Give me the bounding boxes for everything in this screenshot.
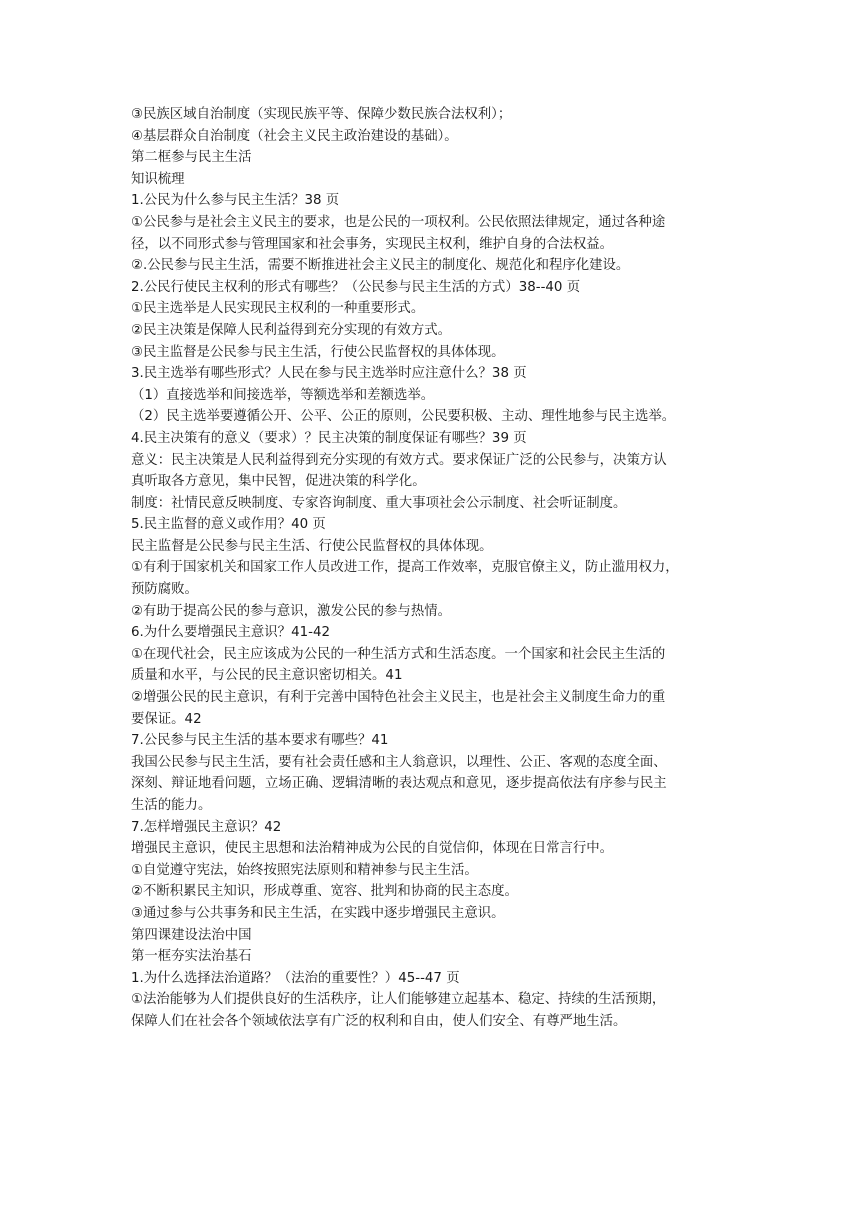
text-line: 真听取各方意见，集中民智，促进决策的科学化。 xyxy=(131,474,426,490)
text-line: 深刻、辩证地看问题，立场正确、逻辑清晰的表达观点和意见，逐步提高依法有序参与民主 xyxy=(131,776,667,792)
text-line: ②.公民参与民主生活，需要不断推进社会主义民主的制度化、规范化和程序化建设。 xyxy=(131,258,630,274)
lesson-heading: 第四课建设法治中国 xyxy=(131,927,252,943)
text-line: ①公民参与是社会主义民主的要求，也是公民的一项权利。公民依照法律规定，通过各种途 xyxy=(131,214,666,230)
text-line: ①民主选举是人民实现民主权利的一种重要形式。 xyxy=(131,301,425,317)
subsection-heading: 知识梳理 xyxy=(131,171,185,187)
text-line: ②不断积累民主知识，形成尊重、宽容、批判和协商的民主态度。 xyxy=(131,884,518,900)
text-line: ④基层群众自治制度（社会主义民主政治建设的基础）。 xyxy=(131,128,458,144)
text-line: 意义：民主决策是人民利益得到充分实现的有效方式。要求保证广泛的公民参与，决策方认 xyxy=(131,452,667,468)
text-line: ②民主决策是保障人民利益得到充分实现的有效方式。 xyxy=(131,322,451,338)
text-line: 质量和水平，与公民的民主意识密切相关。41 xyxy=(131,668,403,684)
question-heading: 1.为什么选择法治道路？（法治的重要性？）45--47 页 xyxy=(131,970,460,986)
question-heading: 6.为什么要增强民主意识？41-42 xyxy=(131,625,330,641)
text-line: 我国公民参与民主生活，要有社会责任感和主人翁意识，以理性、公正、客观的态度全面、 xyxy=(131,754,667,770)
text-line: （1）直接选举和间接选举，等额选举和差额选举。 xyxy=(131,387,435,403)
question-heading: 1.公民为什么参与民主生活？38 页 xyxy=(131,193,340,209)
text-line: ①有利于国家机关和国家工作人员改进工作，提高工作效率，克服官僚主义，防止滥用权力， xyxy=(131,560,679,576)
question-heading: 7.怎样增强民主意识？42 xyxy=(131,819,282,835)
text-line: 增强民主意识，使民主思想和法治精神成为公民的自觉信仰，体现在日常言行中。 xyxy=(131,841,614,857)
text-line: 生活的能力。 xyxy=(131,798,212,813)
text-line: （2）民主选举要遵循公开、公平、公正的原则，公民要积极、主动、理性地参与民主选举。 xyxy=(131,409,676,425)
text-line: ①法治能够为人们提供良好的生活秩序，让人们能够建立起基本、稳定、持续的生活预期， xyxy=(131,992,666,1008)
text-line: 预防腐败。 xyxy=(131,582,198,598)
text-line: ②增强公民的民主意识，有利于完善中国特色社会主义民主，也是社会主义制度生命力的重 xyxy=(131,690,666,706)
document-page xyxy=(131,104,731,1033)
question-heading: 7.公民参与民主生活的基本要求有哪些？41 xyxy=(131,733,389,749)
section-heading: 第一框夯实法治基石 xyxy=(131,949,252,965)
text-line: 制度：社情民意反映制度、专家咨询制度、重大事项社会公示制度、社会听证制度。 xyxy=(131,495,627,511)
text-line: ③民族区域自治制度（实现民族平等、保障少数民族合法权利）； xyxy=(131,107,512,122)
question-heading: 4.民主决策有的意义（要求）？民主决策的制度保证有哪些？39 页 xyxy=(131,430,527,446)
text-line: ①在现代社会，民主应该成为公民的一种生活方式和生活态度。一个国家和社会民主生活的 xyxy=(131,646,666,662)
text-line: 要保证。42 xyxy=(131,711,202,727)
question-heading: 2.公民行使民主权利的形式有哪些？（公民参与民主生活的方式）38--40 页 xyxy=(131,279,581,295)
text-line: ③通过参与公共事务和民主生活，在实践中逐步增强民主意识。 xyxy=(131,905,505,921)
text-line: 保障人们在社会各个领域依法享有广泛的权利和自由，使人们安全、有尊严地生活。 xyxy=(131,1013,627,1029)
text-line: 民主监督是公民参与民主生活、行使公民监督权的具体体现。 xyxy=(131,538,493,554)
section-heading: 第二框参与民主生活 xyxy=(131,150,252,166)
question-heading: 5.民主监督的意义或作用？40 页 xyxy=(131,517,326,533)
text-line: 径，以不同形式参与管理国家和社会事务，实现民主权利，维护自身的合法权益。 xyxy=(131,236,614,252)
text-line: ③民主监督是公民参与民主生活，行使公民监督权的具体体现。 xyxy=(131,344,505,360)
question-heading: 3.民主选举有哪些形式？人民在参与民主选举时应注意什么？38 页 xyxy=(131,366,527,382)
text-line: ②有助于提高公民的参与意识，激发公民的参与热情。 xyxy=(131,603,451,619)
text-line: ①自觉遵守宪法，始终按照宪法原则和精神参与民主生活。 xyxy=(131,862,478,878)
